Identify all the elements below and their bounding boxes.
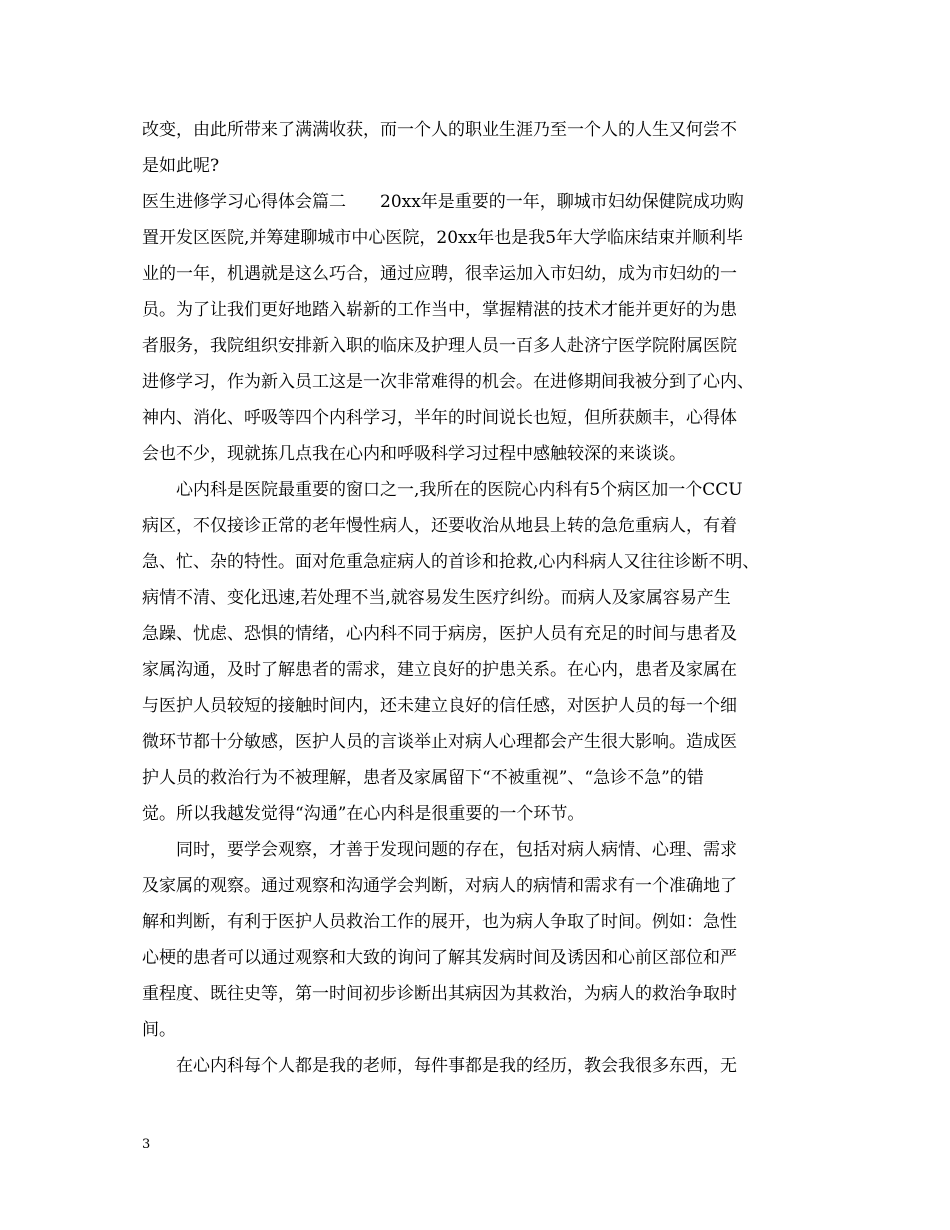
text-line: 急、忙、杂的特性。面对危重急症病人的首诊和抢救,心内科病人又往往诊断不明、 bbox=[142, 552, 760, 572]
text-line: 同时，要学会观察，才善于发现问题的存在，包括对病人病情、心理、需求 bbox=[142, 840, 737, 860]
text-line: 及家属的观察。通过观察和沟通学会判断，对病人的病情和需求有一个准确地了 bbox=[142, 876, 737, 896]
text-line: 置开发区医院,并筹建聊城市中心医院，20xx年也是我5年大学临床结束并顺利毕 bbox=[142, 228, 744, 248]
text-line: 进修学习，作为新入员工这是一次非常难得的机会。在进修期间我被分到了心内、 bbox=[142, 372, 754, 392]
text-line: 神内、消化、呼吸等四个内科学习，半年的时间说长也短，但所获颇丰，心得体 bbox=[142, 408, 737, 428]
text-line: 者服务，我院组织安排新入职的临床及护理人员一百多人赴济宁医学院附属医院 bbox=[142, 336, 737, 356]
text-line: 觉。所以我越发觉得“沟通”在心内科是很重要的一个环节。 bbox=[142, 804, 585, 824]
text-line: 员。为了让我们更好地踏入崭新的工作当中，掌握精湛的技术才能并更好的为患 bbox=[142, 300, 737, 320]
text-line: 会也不少，现就拣几点我在心内和呼吸科学习过程中感触较深的来谈谈。 bbox=[142, 444, 686, 464]
text-line: 医生进修学习心得体会篇二 20xx年是重要的一年，聊城市妇幼保健院成功购 bbox=[142, 192, 744, 212]
text-line: 护人员的救治行为不被理解，患者及家属留下“不被重视”、“急诊不急”的错 bbox=[142, 768, 704, 788]
text-line: 心梗的患者可以通过观察和大致的询问了解其发病时间及诱因和心前区部位和严 bbox=[142, 948, 737, 968]
text-line: 微环节都十分敏感，医护人员的言谈举止对病人心理都会产生很大影响。造成医 bbox=[142, 732, 737, 752]
text-line: 病区，不仅接诊正常的老年慢性病人，还要收治从地县上转的急危重病人，有着 bbox=[142, 516, 737, 536]
text-line: 急躁、忧虑、恐惧的情绪，心内科不同于病房，医护人员有充足的时间与患者及 bbox=[142, 624, 737, 644]
text-line: 与医护人员较短的接触时间内，还未建立良好的信任感，对医护人员的每一个细 bbox=[142, 696, 737, 716]
text-line: 间。 bbox=[142, 1020, 176, 1040]
text-line: 解和判断，有利于医护人员救治工作的展开，也为病人争取了时间。例如：急性 bbox=[142, 912, 737, 932]
text-line: 是如此呢? bbox=[142, 156, 220, 176]
text-line: 家属沟通，及时了解患者的需求，建立良好的护患关系。在心内，患者及家属在 bbox=[142, 660, 737, 680]
page-number: 3 bbox=[142, 1137, 151, 1152]
text-line: 病情不清、变化迅速,若处理不当,就容易发生医疗纠纷。而病人及家属容易产生 bbox=[142, 588, 731, 608]
body-text bbox=[142, 112, 810, 1084]
text-line: 改变，由此所带来了满满收获，而一个人的职业生涯乃至一个人的人生又何尝不 bbox=[142, 120, 737, 140]
text-line: 心内科是医院最重要的窗口之一,我所在的医院心内科有5个病区加一个CCU bbox=[142, 480, 743, 500]
text-line: 在心内科每个人都是我的老师，每件事都是我的经历，教会我很多东西，无 bbox=[142, 1056, 737, 1076]
text-line: 重程度、既往史等，第一时间初步诊断出其病因为其救治，为病人的救治争取时 bbox=[142, 984, 737, 1004]
text-line: 业的一年，机遇就是这么巧合，通过应聘，很幸运加入市妇幼，成为市妇幼的一 bbox=[142, 264, 737, 284]
